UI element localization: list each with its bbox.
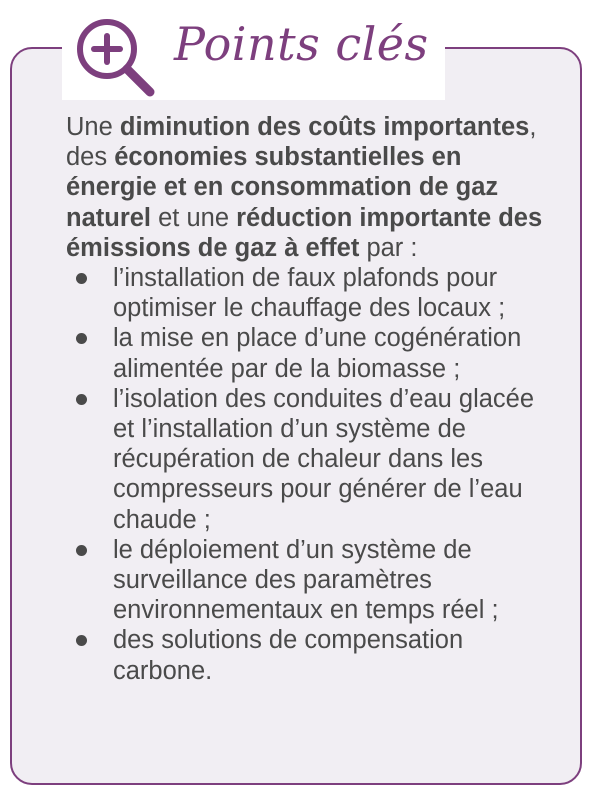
list-item <box>66 263 558 323</box>
intro-text: Une <box>66 113 120 141</box>
bullet-dot-icon <box>76 333 87 344</box>
list-item <box>66 535 558 626</box>
intro-text: et une <box>151 203 237 232</box>
intro-text: par : <box>359 233 418 262</box>
bullet-dot-icon <box>76 273 87 284</box>
bullet-dot-icon <box>76 635 87 646</box>
list-item <box>66 323 558 383</box>
magnifier-plus-icon <box>72 4 158 100</box>
list-item <box>66 384 558 535</box>
list-item <box>66 625 558 685</box>
intro-bold: réduction importante des émissions de gaz à effet <box>66 203 543 262</box>
card-content <box>66 112 558 686</box>
card-title: Points clés <box>174 17 429 71</box>
intro-text: , des <box>66 113 537 172</box>
list-item-text: des solutions de compensation carbone. <box>113 626 464 685</box>
bullet-dot-icon <box>76 394 87 405</box>
bullet-dot-icon <box>76 545 87 556</box>
intro-bold: diminution des coûts importantes <box>119 113 530 141</box>
intro-paragraph <box>66 112 558 263</box>
list-item-text: le déploiement d’un système de surveillance des paramètres environnementaux en temps réel ; <box>113 535 499 625</box>
list-item-text: l’isolation des conduites d’eau glacée et l’installation d’un système de récupération de chaleur dans les compresseurs pour générer de l’eau chaude ; <box>113 384 535 534</box>
bullet-list <box>66 263 558 686</box>
card-header <box>62 4 445 100</box>
list-item-text: l’installation de faux plafonds pour optimiser le chauffage des locaux ; <box>113 264 506 323</box>
intro-bold: économies substantielles en énergie et en consommation de gaz naturel <box>66 143 499 232</box>
list-item-text: la mise en place d’une cogénération alimentée par de la biomasse ; <box>113 324 522 383</box>
